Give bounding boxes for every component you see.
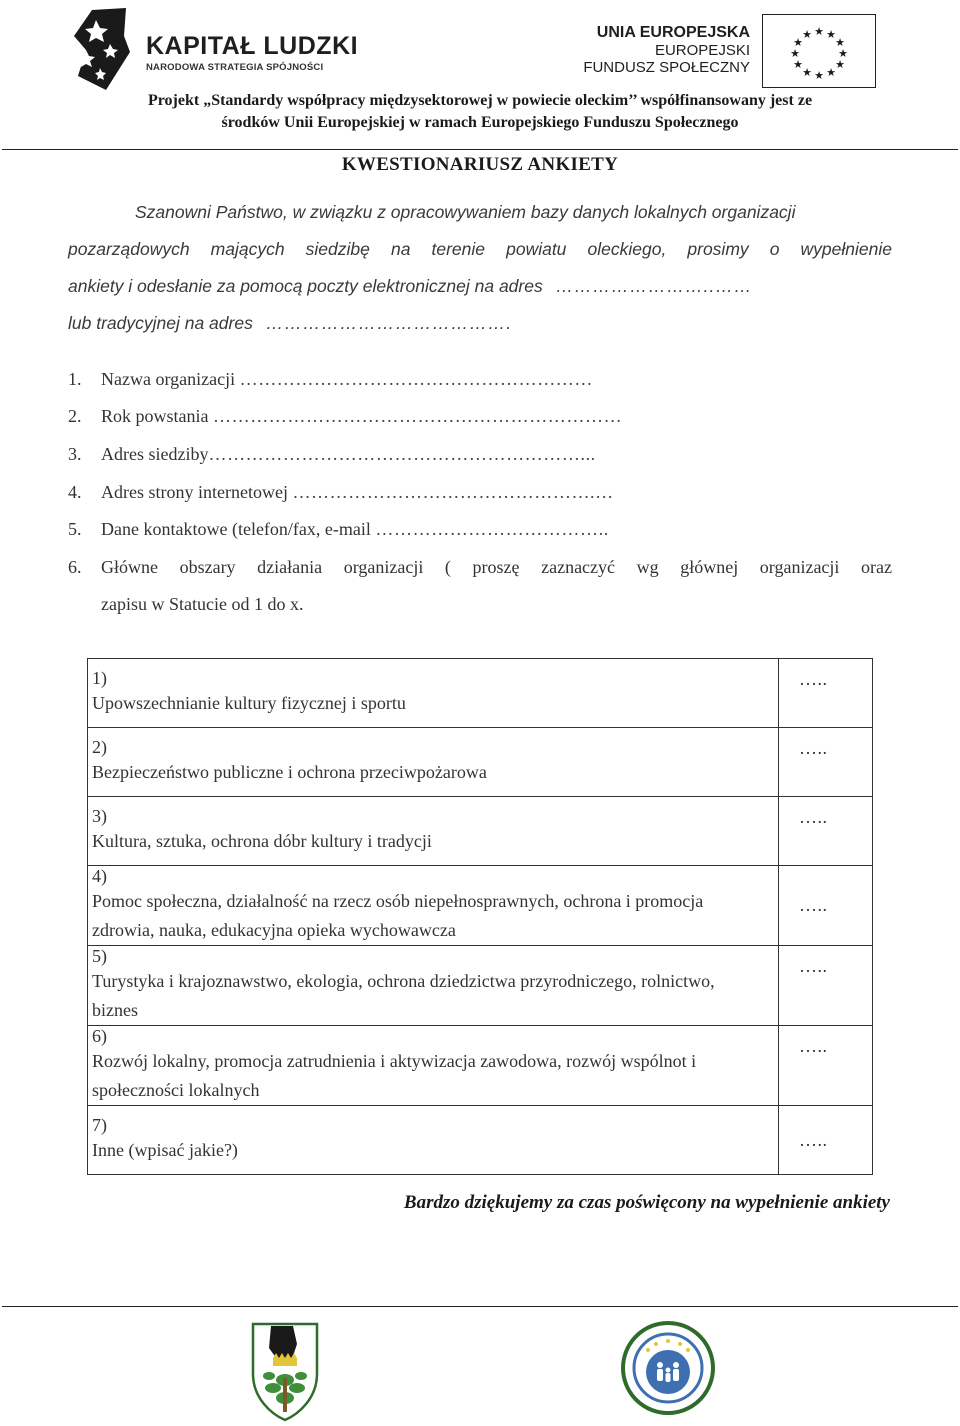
area-text: Inne (wpisać jakie?)	[92, 1140, 238, 1160]
field-label: Rok powstania	[101, 406, 209, 426]
postal-address-placeholder: ………………………………….	[265, 313, 513, 333]
field-website	[68, 482, 614, 503]
eu-flag-icon	[762, 14, 876, 88]
field-label: Dane kontaktowe (telefon/fax, e-mail	[101, 519, 371, 539]
svg-text:★: ★	[814, 69, 824, 82]
area-number: 1)	[92, 668, 107, 688]
eu-logo-line1: UNIA EUROPEJSKA	[596, 24, 750, 41]
svg-text:★: ★	[793, 58, 803, 71]
county-crest-icon	[249, 1318, 321, 1422]
table-row	[88, 1106, 873, 1175]
field-number: 1.	[68, 369, 82, 389]
intro-line-4-text: lub tradycyjnej na adres	[68, 313, 253, 333]
table-row	[88, 1026, 873, 1106]
svg-text:★: ★	[802, 28, 812, 41]
svg-text:★: ★	[835, 36, 845, 49]
field-main-areas-line1	[68, 549, 892, 586]
svg-text:★: ★	[802, 66, 812, 79]
intro-line-3	[68, 276, 752, 297]
area-text: Upowszechnianie kultury fizycznej i sportu	[92, 693, 406, 713]
svg-text:★: ★	[793, 36, 803, 49]
field-label: Adres strony internetowej	[101, 482, 288, 502]
area-label-cell	[88, 946, 779, 1026]
area-label-cell	[88, 659, 779, 728]
field-number: 5.	[68, 519, 82, 539]
area-rank-cell[interactable]: …..	[779, 1106, 873, 1175]
area-rank-cell[interactable]: …..	[779, 728, 873, 797]
field-seat-address	[68, 444, 596, 465]
area-rank-cell[interactable]: …..	[779, 946, 873, 1026]
field-main-areas-line2: zapisu w Statucie od 1 do x.	[101, 594, 304, 614]
intro-line-3-text: ankiety i odesłanie za pomocą poczty elektronicznej na adres	[68, 276, 543, 296]
kapital-ludzki-subtitle: NARODOWA STRATEGIA SPÓJNOŚCI	[146, 62, 324, 73]
area-text: Bezpieczeństwo publiczne i ochrona przeciwpożarowa	[92, 762, 487, 782]
area-number: 3)	[92, 806, 107, 826]
kapital-ludzki-emblem-icon	[72, 6, 132, 92]
field-main-areas-text: Główne obszary działania organizacji ( proszę zaznaczyć wg głównej organizacji oraz	[101, 557, 892, 577]
eu-fund-logo	[560, 14, 880, 90]
area-label-cell	[88, 1026, 779, 1106]
area-label-cell	[88, 1106, 779, 1175]
area-rank-cell[interactable]: …..	[779, 1026, 873, 1106]
areas-table	[87, 658, 873, 1175]
field-organization-name	[68, 369, 593, 390]
email-address-placeholder: ……………………..……	[555, 276, 753, 296]
area-number: 7)	[92, 1115, 107, 1135]
header-divider	[2, 149, 958, 150]
table-row	[88, 659, 873, 728]
field-fill-dots[interactable]: …………………………………………………………	[213, 406, 623, 426]
table-row	[88, 866, 873, 946]
kapital-ludzki-title: KAPITAŁ LUDZKI	[146, 32, 359, 60]
intro-line-2: pozarządowych mających siedzibę na terenie powiatu oleckiego, prosimy o wypełnienie	[68, 239, 892, 259]
eu-logo-line3: FUNDUSZ SPOŁECZNY	[583, 59, 750, 76]
area-rank-cell[interactable]: …..	[779, 797, 873, 866]
area-label-cell	[88, 866, 779, 946]
field-number: 6.	[68, 557, 82, 577]
area-label-cell	[88, 797, 779, 866]
area-text: Rozwój lokalny, promocja zatrudnienia i aktywizacja zawodowa, rozwój wspólnot i społeczności lokalnych	[92, 1051, 697, 1100]
area-text: Pomoc społeczna, działalność na rzecz osób niepełnosprawnych, ochrona i promocja zdrowia, nauka, edukacyjna opieka wychowawcza	[92, 891, 704, 940]
area-rank-cell[interactable]: …..	[779, 866, 873, 946]
project-note-line1: Projekt „Standardy współpracy międzysektorowej w powiecie oleckim’’ współfinansowany jest ze	[147, 92, 813, 109]
page-title: KWESTIONARIUSZ ANKIETY	[341, 154, 619, 175]
area-number: 2)	[92, 737, 107, 757]
area-number: 6)	[92, 1026, 107, 1046]
social-aid-badge-icon	[620, 1320, 716, 1416]
area-number: 4)	[92, 866, 107, 886]
area-text: Turystyka i krajoznawstwo, ekologia, ochrona dziedzictwa przyrodniczego, rolnictwo, biznes	[92, 971, 715, 1020]
svg-text:★: ★	[826, 66, 836, 79]
footer-divider	[2, 1306, 958, 1307]
area-text: Kultura, sztuka, ochrona dóbr kultury i tradycji	[92, 831, 432, 851]
svg-text:★: ★	[835, 58, 845, 71]
field-fill-dots[interactable]: ………………………………..	[375, 519, 609, 539]
field-number: 2.	[68, 406, 82, 426]
svg-text:★: ★	[814, 25, 824, 38]
field-label: Adres siedziby	[101, 444, 209, 464]
eu-logo-line2: EUROPEJSKI	[654, 42, 750, 59]
area-number: 5)	[92, 946, 107, 966]
table-row	[88, 797, 873, 866]
intro-line-1: Szanowni Państwo, w związku z opracowywaniem bazy danych lokalnych organizacji	[135, 202, 796, 222]
area-label-cell	[88, 728, 779, 797]
field-number: 4.	[68, 482, 82, 502]
table-row	[88, 946, 873, 1026]
svg-text:★: ★	[826, 28, 836, 41]
field-fill-dots[interactable]: ………………………………………….…	[292, 482, 614, 502]
intro-line-4	[68, 313, 512, 334]
svg-text:★: ★	[838, 47, 848, 60]
field-main-areas	[68, 549, 892, 623]
field-number: 3.	[68, 444, 82, 464]
area-rank-cell[interactable]: …..	[779, 659, 873, 728]
field-fill-dots[interactable]: …………………………………………………	[239, 369, 594, 389]
field-founding-year	[68, 406, 622, 427]
kapital-ludzki-logo	[72, 6, 359, 92]
table-row	[88, 728, 873, 797]
field-fill-dots[interactable]: ……………………………………………………...	[208, 444, 596, 464]
svg-text:★: ★	[790, 47, 800, 60]
thank-you-note: Bardzo dziękujemy za czas poświęcony na wypełnienie ankiety	[403, 1192, 890, 1213]
project-note-line2: środków Unii Europejskiej w ramach Europejskiego Funduszu Społecznego	[221, 114, 739, 131]
field-contact	[68, 519, 609, 540]
field-label: Nazwa organizacji	[101, 369, 236, 389]
